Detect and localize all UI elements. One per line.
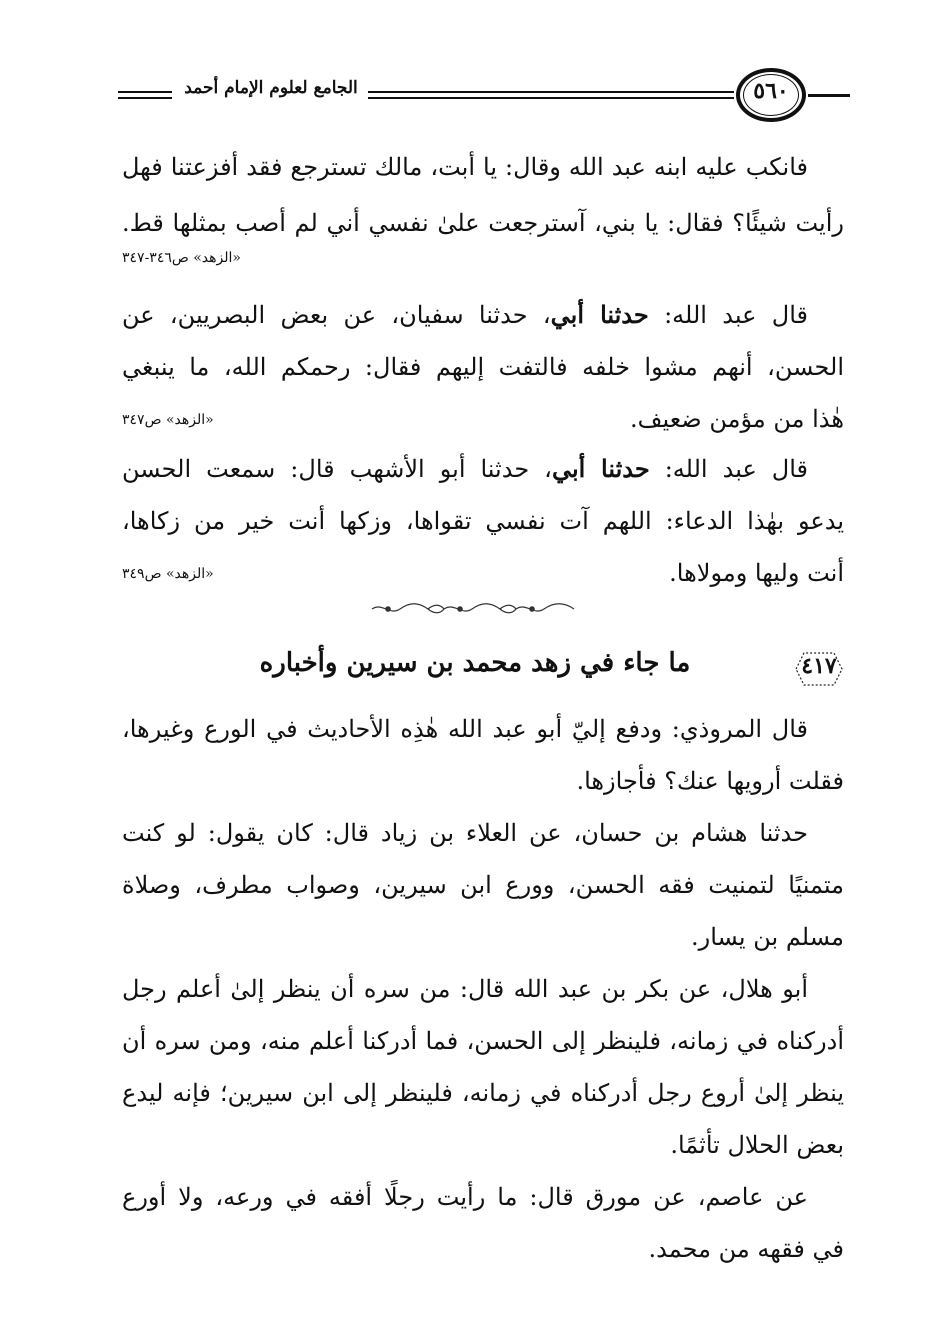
header-rule bbox=[118, 97, 172, 99]
section-number: ٤١٧ bbox=[801, 653, 837, 679]
text-line: رأيت شيئًا؟ فقال: يا بني، آسترجعت علىٰ نفسي أني لم أصب بمثلها قط. bbox=[122, 209, 844, 237]
running-title: الجامع لعلوم الإمام أحمد bbox=[184, 78, 358, 98]
citation: «الزهد» ص٣٤٧ bbox=[122, 412, 214, 428]
text-line bbox=[122, 298, 844, 332]
text-line: حدثنا هشام بن حسان، عن العلاء بن زياد قال: كان يقول: لو كنت bbox=[122, 819, 808, 847]
text-line: الحسن، أنهم مشوا خلفه فالتفت إليهم فقال: رحمكم الله، ما ينبغي bbox=[122, 353, 844, 381]
text-line: مسلم بن يسار. bbox=[690, 923, 844, 951]
header-rule bbox=[368, 97, 734, 99]
header-rule bbox=[118, 91, 172, 93]
narration-formula: حدثنا أبي bbox=[551, 454, 650, 483]
text-line: أبو هلال، عن بكر بن عبد الله قال: من سره أن ينظر إلىٰ أعلم رجل bbox=[122, 975, 808, 1003]
header-rule bbox=[368, 91, 734, 93]
text-line: متمنيًا لتمنيت فقه الحسن، وورع ابن سيرين، وصواب مطرف، وصلاة bbox=[122, 871, 844, 899]
text-line: أدركناه في زمانه، فلينظر إلى الحسن، فما أدركنا أعلم منه، ومن سره أن bbox=[122, 1027, 844, 1055]
text-line bbox=[122, 452, 844, 486]
text-line: فانكب عليه ابنه عبد الله وقال: يا أبت، مالك تسترجع فقد أفزعتنا فهل bbox=[122, 153, 808, 181]
narrator-lead: قال عبد الله: bbox=[649, 455, 809, 483]
header-rule bbox=[808, 94, 850, 97]
citation: «الزهد» ص٣٤٩ bbox=[122, 566, 214, 582]
narration-rest: ، حدثنا أبو الأشهب قال: سمعت الحسن bbox=[122, 455, 552, 483]
text-line: أنت وليها ومولاها. bbox=[669, 559, 844, 587]
text-line: فقلت أرويها عنك؟ فأجازها. bbox=[576, 767, 844, 795]
text-line: بعض الحلال تأثمًا. bbox=[670, 1131, 844, 1159]
text-line: قال المروذي: ودفع إليّ أبو عبد الله هٰذِه الأحاديث في الورع وغيرها، bbox=[122, 715, 808, 743]
page-number: ٥٦٠ bbox=[753, 78, 789, 104]
text-line: عن عاصم، عن مورق قال: ما رأيت رجلًا أفقه في ورعه، ولا أورع bbox=[122, 1183, 808, 1211]
ornament-divider bbox=[368, 600, 578, 618]
citation: «الزهد» ص٣٤٦-٣٤٧ bbox=[122, 250, 241, 266]
text-line: ينظر إلىٰ أروع رجل أدركناه في زمانه، فلينظر إلى ابن سيرين؛ فإنه ليدع bbox=[122, 1079, 844, 1107]
text-line: هٰذا من مؤمن ضعيف. bbox=[630, 405, 844, 433]
text-line: في فقهه من محمد. bbox=[648, 1235, 844, 1263]
narrator-lead: قال عبد الله: bbox=[648, 301, 809, 329]
section-title: ما جاء في زهد محمد بن سيرين وأخباره bbox=[259, 648, 691, 678]
narration-formula: حدثنا أبي bbox=[550, 300, 649, 329]
text-line: يدعو بهٰذا الدعاء: اللهم آت نفسي تقواها، وزكها أنت خير من زكاها، bbox=[122, 507, 844, 535]
narration-rest: ، حدثنا سفيان، عن بعض البصريين، عن bbox=[122, 301, 551, 329]
